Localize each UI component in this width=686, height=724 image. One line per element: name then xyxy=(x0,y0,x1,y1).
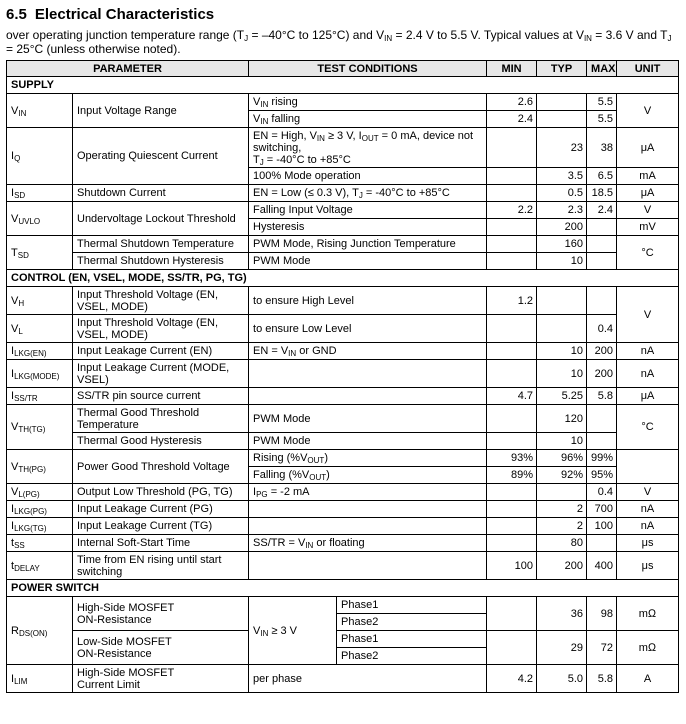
condition-cell: Hysteresis xyxy=(249,219,487,236)
max-cell: 400 xyxy=(587,552,617,580)
max-cell: 95% xyxy=(587,467,617,484)
max-cell: 5.8 xyxy=(587,388,617,405)
table-row xyxy=(7,597,679,614)
condition-cell: Falling Input Voltage xyxy=(249,202,487,219)
unit-cell: nA xyxy=(617,343,679,360)
max-cell: 38 xyxy=(587,128,617,168)
table-row xyxy=(7,535,679,552)
conditions-intro: over operating junction temperature range ($T_J = -40^\circ C$ to 125°C) and $V_{IN} = 2.4$ V to 5.5 V. Typical values at $V_{IN} = 3.6$ V and $T_J = 25^\circ C$ (unless otherwise noted). xyxy=(6,28,672,56)
table-row xyxy=(7,343,679,360)
condition-cell: EN = High, $V_{IN} \ge 3$ V, $I_{OUT} = 0$ mA, device not switching, $T_J = -40^\circ C$ to +85°C xyxy=(249,128,487,168)
parameter-cell: Output Low Threshold (PG, TG) xyxy=(73,484,249,501)
col-min: MIN xyxy=(487,61,537,77)
min-cell: 2.4 xyxy=(487,111,537,128)
col-max: MAX xyxy=(587,61,617,77)
unit-cell: A xyxy=(617,665,679,693)
condition-cell xyxy=(249,552,487,580)
table-row xyxy=(7,518,679,535)
table-row xyxy=(7,450,679,467)
unit-cell: nA xyxy=(617,360,679,388)
unit-cell: nA xyxy=(617,501,679,518)
typ-cell xyxy=(537,94,587,111)
min-cell xyxy=(487,128,537,168)
min-cell xyxy=(487,253,537,270)
min-cell xyxy=(487,433,537,450)
unit-cell: °C xyxy=(617,236,679,270)
symbol-cell: $I_{LKG(EN)}$ xyxy=(7,343,73,360)
min-cell: 89% xyxy=(487,467,537,484)
condition-cell: Falling $(\%V_{OUT})$ xyxy=(249,467,487,484)
typ-cell: 96% xyxy=(537,450,587,467)
min-cell: 2.2 xyxy=(487,202,537,219)
section-number: 6.5 xyxy=(6,6,27,23)
phase-cell: Phase2 xyxy=(337,648,487,665)
condition-cell: $V_{IN} \ge 3$ V xyxy=(249,597,337,665)
symbol-cell: $I_Q$ xyxy=(7,128,73,185)
max-cell: 5.8 xyxy=(587,665,617,693)
typ-cell: 23 xyxy=(537,128,587,168)
min-cell xyxy=(487,360,537,388)
min-cell xyxy=(487,236,537,253)
symbol-cell: $I_{LKG(PG)}$ xyxy=(7,501,73,518)
condition-cell: $V_{IN}$ rising xyxy=(249,94,487,111)
max-cell: 6.5 xyxy=(587,168,617,185)
min-cell: 93% xyxy=(487,450,537,467)
condition-cell: to ensure High Level xyxy=(249,287,487,315)
parameter-cell: Input Leakage Current (MODE, VSEL) xyxy=(73,360,249,388)
phase-cell: Phase1 xyxy=(337,597,487,614)
condition-cell: $SS/TR = V_{IN}$ or floating xyxy=(249,535,487,552)
max-cell xyxy=(587,405,617,433)
condition-cell: to ensure Low Level xyxy=(249,315,487,343)
min-cell: 1.2 xyxy=(487,287,537,315)
phase-cell: Phase2 xyxy=(337,614,487,631)
parameter-cell: High-Side MOSFET Current Limit xyxy=(73,665,249,693)
parameter-cell: Internal Soft-Start Time xyxy=(73,535,249,552)
table-row xyxy=(7,202,679,219)
table-row xyxy=(7,433,679,450)
parameter-cell: Operating Quiescent Current xyxy=(73,128,249,185)
max-cell: 72 xyxy=(587,631,617,665)
symbol-cell: $I_{SS/TR}$ xyxy=(7,388,73,405)
max-cell xyxy=(587,535,617,552)
max-cell: 99% xyxy=(587,450,617,467)
unit-cell: V xyxy=(617,287,679,343)
max-cell xyxy=(587,433,617,450)
typ-cell: 2 xyxy=(537,518,587,535)
condition-cell xyxy=(249,360,487,388)
section-title: Electrical Characteristics xyxy=(34,6,215,23)
table-row xyxy=(7,315,679,343)
unit-cell: μs xyxy=(617,535,679,552)
table-row xyxy=(7,94,679,111)
typ-cell: 2.3 xyxy=(537,202,587,219)
parameter-cell: Undervoltage Lockout Threshold xyxy=(73,202,249,236)
unit-cell: mΩ xyxy=(617,631,679,665)
symbol-cell: $I_{LIM}$ xyxy=(7,665,73,693)
col-parameter: PARAMETER xyxy=(7,61,249,77)
col-unit: UNIT xyxy=(617,61,679,77)
unit-cell: μA xyxy=(617,185,679,202)
typ-cell: 5.0 xyxy=(537,665,587,693)
min-cell xyxy=(487,405,537,433)
table-row xyxy=(7,185,679,202)
symbol-cell: $V_{IN}$ xyxy=(7,94,73,128)
symbol-cell: $V_{TH(TG)}$ xyxy=(7,405,73,450)
col-typ: TYP xyxy=(537,61,587,77)
min-cell xyxy=(487,315,537,343)
unit-cell: μs xyxy=(617,552,679,580)
section-heading xyxy=(6,6,214,23)
parameter-cell: Input Leakage Current (EN) xyxy=(73,343,249,360)
unit-cell xyxy=(617,450,679,484)
table-row xyxy=(7,360,679,388)
symbol-cell: $V_{UVLO}$ xyxy=(7,202,73,236)
header-row xyxy=(7,61,679,77)
section-row-control: CONTROL (EN, VSEL, MODE, SS/TR, PG, TG) xyxy=(7,270,679,287)
max-cell xyxy=(587,236,617,253)
typ-cell xyxy=(537,287,587,315)
symbol-cell: $I_{SD}$ xyxy=(7,185,73,202)
unit-cell: mV xyxy=(617,219,679,236)
table-row xyxy=(7,405,679,433)
typ-cell: 10 xyxy=(537,343,587,360)
min-cell: 4.7 xyxy=(487,388,537,405)
condition-cell: per phase xyxy=(249,665,487,693)
parameter-cell: Thermal Good Hysteresis xyxy=(73,433,249,450)
unit-cell: nA xyxy=(617,518,679,535)
typ-cell: 10 xyxy=(537,433,587,450)
symbol-cell: $t_{SS}$ xyxy=(7,535,73,552)
max-cell xyxy=(587,219,617,236)
max-cell xyxy=(587,253,617,270)
unit-cell: V xyxy=(617,94,679,128)
max-cell xyxy=(587,287,617,315)
typ-cell: 2 xyxy=(537,501,587,518)
symbol-cell: $T_{SD}$ xyxy=(7,236,73,270)
unit-cell: μA xyxy=(617,128,679,168)
min-cell xyxy=(487,631,537,665)
min-cell: 4.2 xyxy=(487,665,537,693)
condition-cell xyxy=(249,501,487,518)
table-row xyxy=(7,128,679,168)
condition-cell: 100% Mode operation xyxy=(249,168,487,185)
min-cell xyxy=(487,535,537,552)
max-cell: 0.4 xyxy=(587,484,617,501)
col-test-conditions: TEST CONDITIONS xyxy=(249,61,487,77)
table-row xyxy=(7,287,679,315)
symbol-cell: $V_{L(PG)}$ xyxy=(7,484,73,501)
min-cell: 100 xyxy=(487,552,537,580)
parameter-cell: Thermal Shutdown Hysteresis xyxy=(73,253,249,270)
min-cell xyxy=(487,168,537,185)
parameter-cell: Input Threshold Voltage (EN, VSEL, MODE) xyxy=(73,315,249,343)
symbol-cell: $V_H$ xyxy=(7,287,73,315)
condition-cell: PWM Mode xyxy=(249,253,487,270)
section-row-power-switch: POWER SWITCH xyxy=(7,580,679,597)
max-cell: 18.5 xyxy=(587,185,617,202)
condition-cell: PWM Mode, Rising Junction Temperature xyxy=(249,236,487,253)
condition-cell xyxy=(249,388,487,405)
symbol-cell: $V_{TH(PG)}$ xyxy=(7,450,73,484)
phase-cell: Phase1 xyxy=(337,631,487,648)
parameter-cell: Input Voltage Range xyxy=(73,94,249,128)
parameter-cell: Input Leakage Current (TG) xyxy=(73,518,249,535)
table-row xyxy=(7,501,679,518)
parameter-cell: Shutdown Current xyxy=(73,185,249,202)
min-cell: 2.6 xyxy=(487,94,537,111)
min-cell xyxy=(487,343,537,360)
unit-cell: V xyxy=(617,484,679,501)
max-cell: 100 xyxy=(587,518,617,535)
section-row-supply: SUPPLY xyxy=(7,77,679,94)
symbol-cell: $V_L$ xyxy=(7,315,73,343)
parameter-cell: Input Leakage Current (PG) xyxy=(73,501,249,518)
symbol-cell: $I_{LKG(TG)}$ xyxy=(7,518,73,535)
unit-cell: mΩ xyxy=(617,597,679,631)
min-cell xyxy=(487,518,537,535)
max-cell: 5.5 xyxy=(587,94,617,111)
typ-cell: 80 xyxy=(537,535,587,552)
typ-cell xyxy=(537,484,587,501)
min-cell xyxy=(487,219,537,236)
typ-cell: 200 xyxy=(537,552,587,580)
typ-cell: 29 xyxy=(537,631,587,665)
unit-cell: V xyxy=(617,202,679,219)
typ-cell: 200 xyxy=(537,219,587,236)
unit-cell: mA xyxy=(617,168,679,185)
max-cell: 200 xyxy=(587,343,617,360)
typ-cell: 10 xyxy=(537,253,587,270)
condition-cell: EN = Low (≤ 0.3 V), $T_J = -40^\circ C$ to +85°C xyxy=(249,185,487,202)
table-row xyxy=(7,388,679,405)
max-cell: 5.5 xyxy=(587,111,617,128)
typ-cell xyxy=(537,111,587,128)
max-cell: 2.4 xyxy=(587,202,617,219)
electrical-characteristics-table xyxy=(6,60,679,693)
condition-cell: EN = $V_{IN}$ or GND xyxy=(249,343,487,360)
parameter-cell: High-Side MOSFET ON-Resistance xyxy=(73,597,249,631)
max-cell: 700 xyxy=(587,501,617,518)
table-row xyxy=(7,631,679,648)
min-cell xyxy=(487,185,537,202)
condition-cell: PWM Mode xyxy=(249,433,487,450)
min-cell xyxy=(487,501,537,518)
max-cell: 0.4 xyxy=(587,315,617,343)
symbol-cell: $R_{DS(ON)}$ xyxy=(7,597,73,665)
typ-cell: 5.25 xyxy=(537,388,587,405)
parameter-cell: Input Threshold Voltage (EN, VSEL, MODE) xyxy=(73,287,249,315)
typ-cell: 36 xyxy=(537,597,587,631)
typ-cell: 92% xyxy=(537,467,587,484)
condition-cell: $I_{PG} = -2$ mA xyxy=(249,484,487,501)
parameter-cell: Low-Side MOSFET ON-Resistance xyxy=(73,631,249,665)
table-row xyxy=(7,552,679,580)
min-cell xyxy=(487,484,537,501)
unit-cell: °C xyxy=(617,405,679,450)
typ-cell: 10 xyxy=(537,360,587,388)
condition-cell xyxy=(249,518,487,535)
symbol-cell: $I_{LKG(MODE)}$ xyxy=(7,360,73,388)
min-cell xyxy=(487,597,537,631)
parameter-cell: Thermal Good Threshold Temperature xyxy=(73,405,249,433)
unit-cell: μA xyxy=(617,388,679,405)
parameter-cell: SS/TR pin source current xyxy=(73,388,249,405)
table-row xyxy=(7,253,679,270)
typ-cell: 3.5 xyxy=(537,168,587,185)
typ-cell xyxy=(537,315,587,343)
max-cell: 98 xyxy=(587,597,617,631)
typ-cell: 160 xyxy=(537,236,587,253)
condition-cell: Rising $(\%V_{OUT})$ xyxy=(249,450,487,467)
condition-cell: PWM Mode xyxy=(249,405,487,433)
table-row xyxy=(7,484,679,501)
parameter-cell: Time from EN rising until start switching xyxy=(73,552,249,580)
parameter-cell: Power Good Threshold Voltage xyxy=(73,450,249,484)
table-row xyxy=(7,665,679,693)
max-cell: 200 xyxy=(587,360,617,388)
symbol-cell: $t_{DELAY}$ xyxy=(7,552,73,580)
parameter-cell: Thermal Shutdown Temperature xyxy=(73,236,249,253)
condition-cell: $V_{IN}$ falling xyxy=(249,111,487,128)
typ-cell: 120 xyxy=(537,405,587,433)
typ-cell: 0.5 xyxy=(537,185,587,202)
table-row xyxy=(7,236,679,253)
